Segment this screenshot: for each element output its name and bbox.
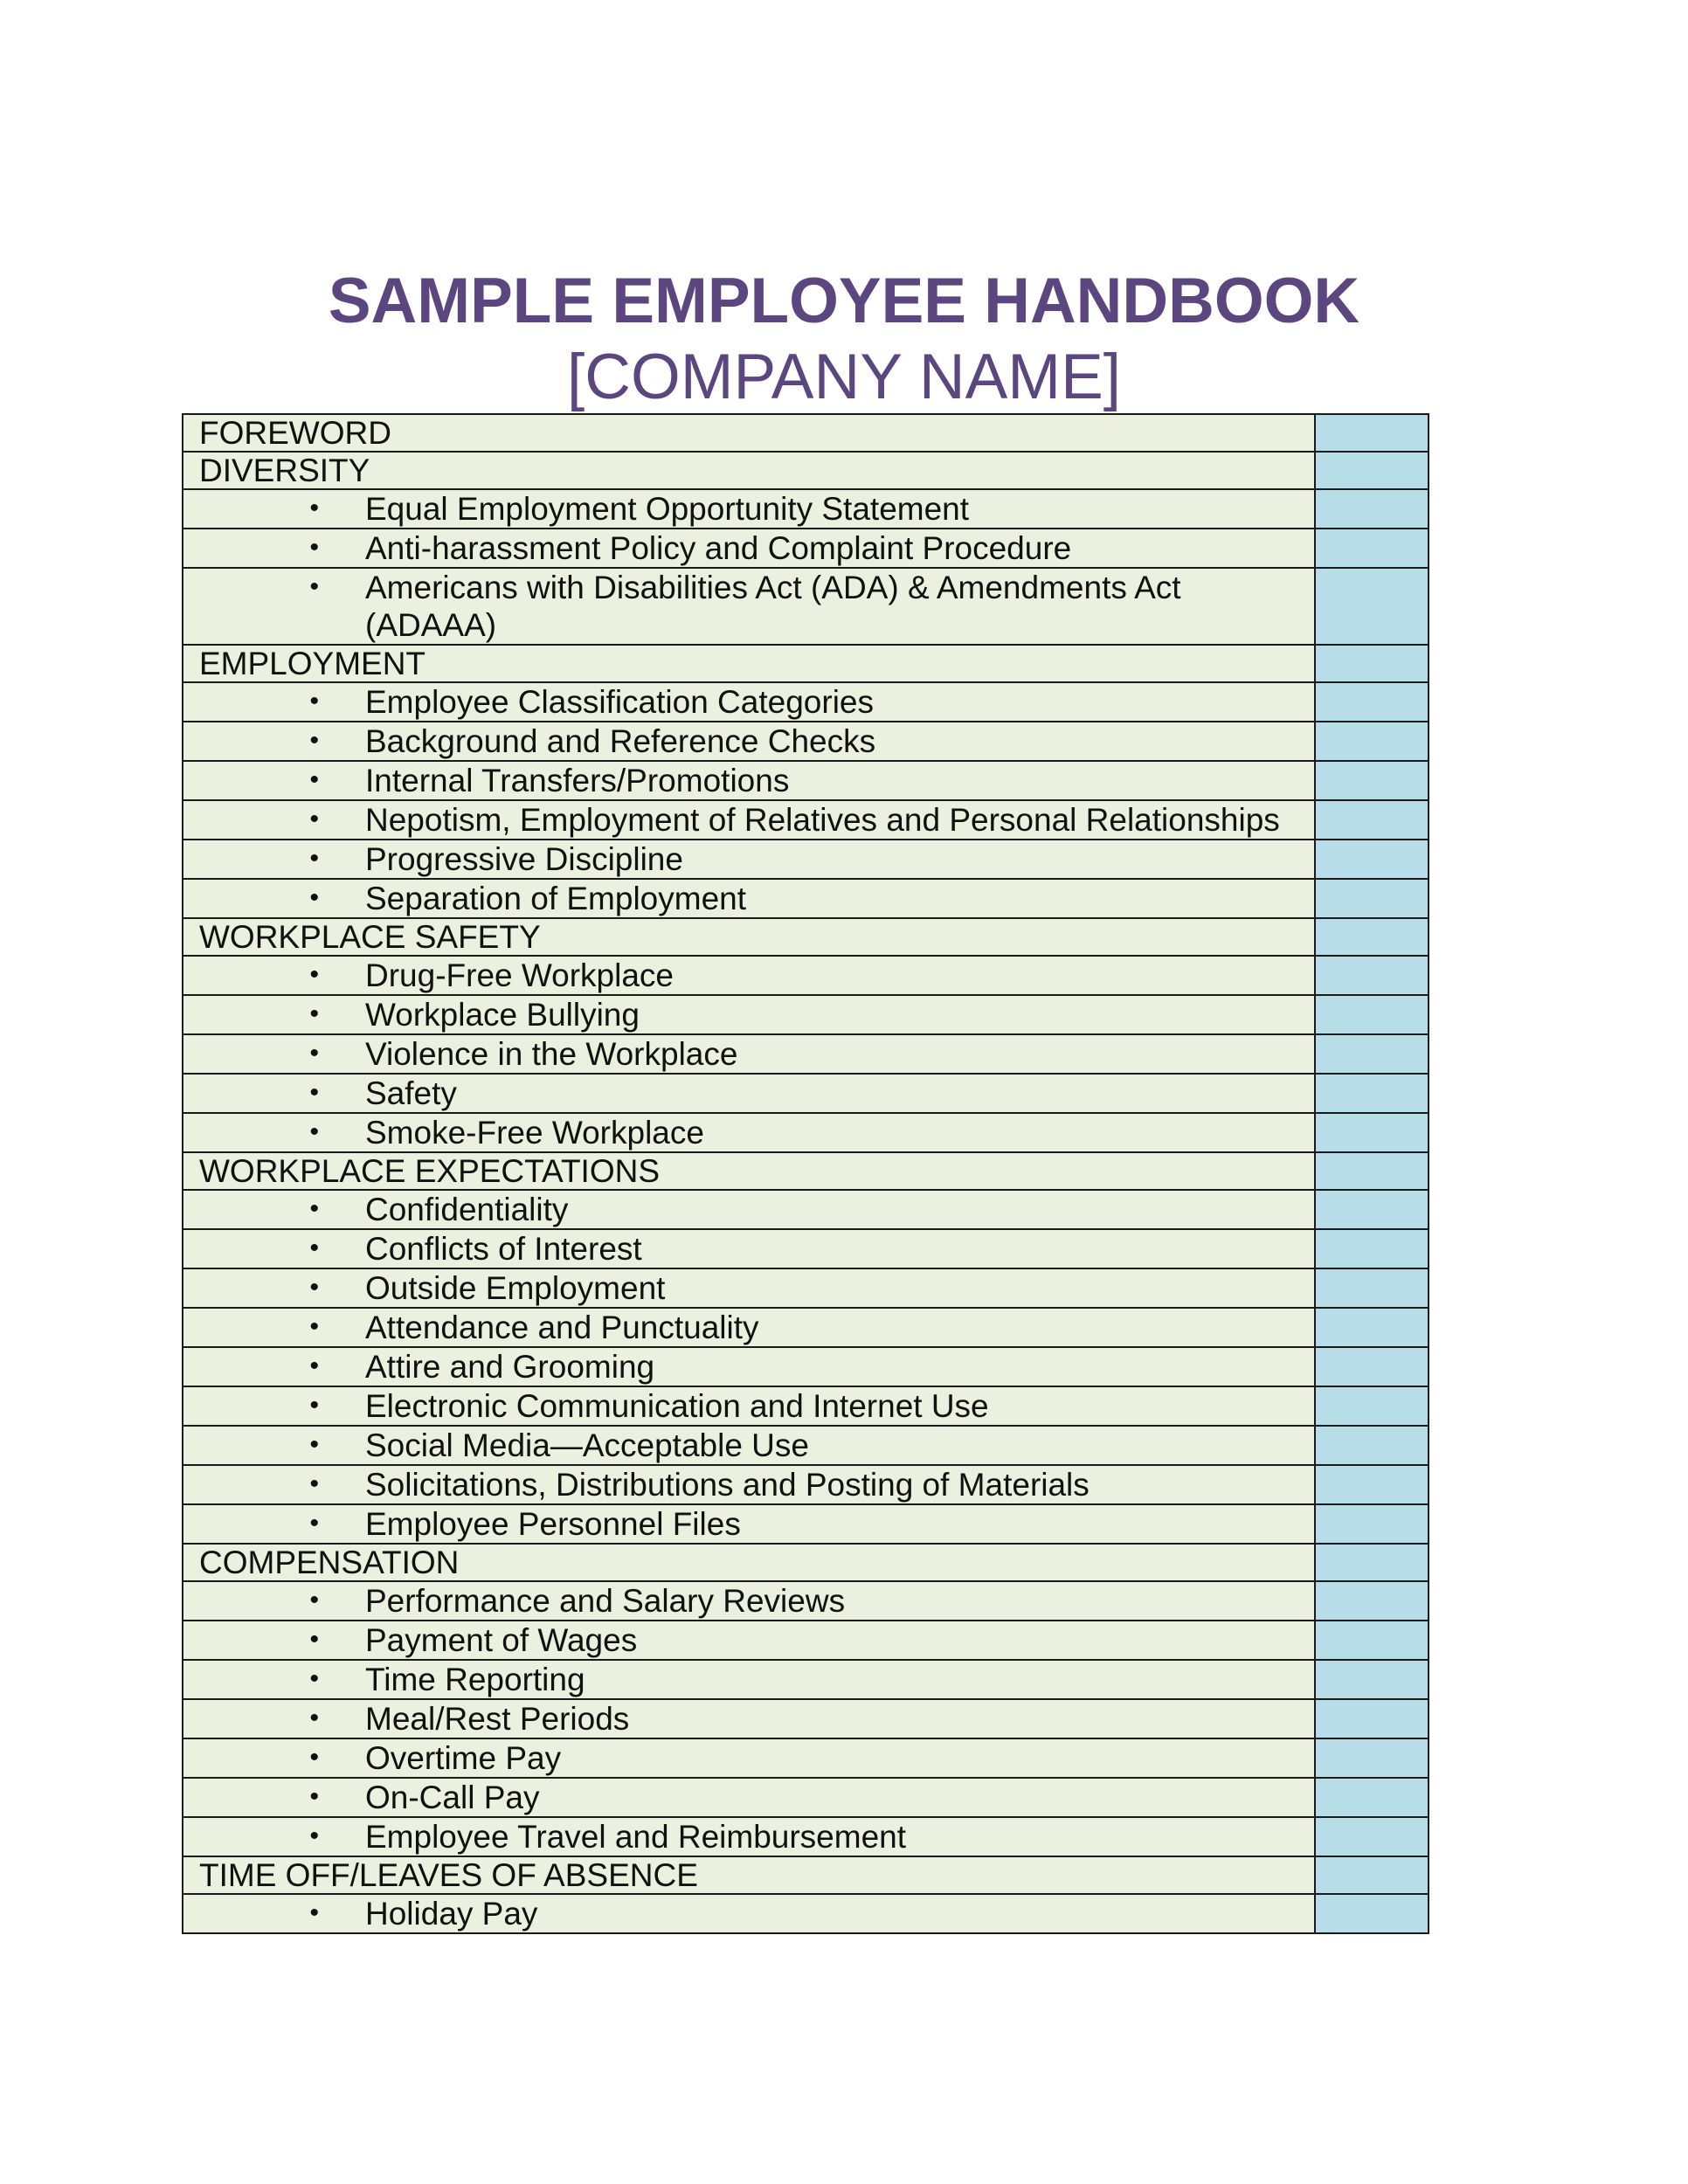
toc-entry-cell [183,956,1315,995]
toc-page-number-cell [1315,1074,1429,1113]
toc-page-number-cell [1315,529,1429,568]
document-title: SAMPLE EMPLOYEE HANDBOOK [328,266,1360,336]
toc-item-row [183,682,1429,722]
bullet-icon: • [309,1312,319,1341]
bullet-icon: • [309,572,319,601]
toc-page-number-cell [1315,1308,1429,1347]
toc-page-number-cell [1315,1660,1429,1699]
bullet-icon: • [309,960,319,989]
toc-item-row [183,1778,1429,1817]
toc-page-number-cell [1315,956,1429,995]
toc-page-number-cell [1315,1426,1429,1465]
toc-item-label: Nepotism, Employment of Relatives and Personal Relationships [365,802,1280,838]
toc-entry-cell [183,452,1315,489]
bullet-icon: • [309,1039,319,1068]
toc-item [183,1427,1314,1464]
toc-entry-cell [183,1504,1315,1544]
toc-entry-cell [183,1152,1315,1190]
toc-item-label: Equal Employment Opportunity Statement [365,491,970,527]
toc-entry-cell [183,722,1315,761]
toc-entry-cell [183,1034,1315,1074]
toc-entry-cell [183,1268,1315,1308]
bullet-icon: • [309,1273,319,1302]
toc-item-row [183,722,1429,761]
toc-item-label: Holiday Pay [365,1896,538,1932]
toc-item-row [183,761,1429,800]
toc-item-label: Workplace Bullying [365,997,640,1033]
toc-item [183,1466,1314,1503]
toc-entry-cell [183,918,1315,956]
toc-entry-cell [183,682,1315,722]
toc-item-label: Separation of Employment [365,881,747,916]
toc-section-label: EMPLOYMENT [199,646,426,681]
bullet-icon: • [309,999,319,1028]
toc-item [183,1269,1314,1307]
toc-entry-cell [183,1465,1315,1504]
toc-item [183,529,1314,567]
toc-entry-cell [183,1308,1315,1347]
toc-item-label: Progressive Discipline [365,841,683,877]
toc-entry-cell [183,1347,1315,1386]
toc-section-row [183,918,1429,956]
toc-page-number-cell [1315,1856,1429,1894]
toc-item-label: Employee Personnel Files [365,1506,741,1542]
toc-item [183,880,1314,917]
bullet-icon: • [309,1743,319,1772]
toc-page-number-cell [1315,1113,1429,1152]
toc-item-row [183,1699,1429,1738]
toc-item [183,1818,1314,1856]
toc-item [183,1035,1314,1073]
toc-page-number-cell [1315,1229,1429,1268]
toc-item-label: Attire and Grooming [365,1349,655,1385]
toc-item-label: Background and Reference Checks [365,723,876,759]
toc-item-row [183,1581,1429,1621]
toc-entry-cell [183,761,1315,800]
toc-item [183,1895,1314,1932]
toc-entry-cell [183,1426,1315,1465]
toc-item-row [183,995,1429,1034]
toc-page-number-cell [1315,918,1429,956]
bullet-icon: • [309,726,319,755]
bullet-icon: • [309,1898,319,1927]
bullet-icon: • [309,1664,319,1693]
toc-entry-cell [183,568,1315,645]
toc-page-number-cell [1315,1034,1429,1074]
toc-item-label: Overtime Pay [365,1740,562,1776]
toc-item-label: Solicitations, Distributions and Posting of Materials [365,1467,1090,1503]
toc-entry-cell [183,800,1315,840]
toc-item-row [183,489,1429,529]
toc-entry-cell [183,1074,1315,1113]
bullet-icon: • [309,765,319,794]
toc-item-label: Violence in the Workplace [365,1036,738,1072]
bullet-icon: • [309,1704,319,1732]
toc-section-label: DIVERSITY [199,453,370,488]
toc-item-row [183,1621,1429,1660]
toc-section-label: FOREWORD [199,415,391,451]
toc-item [183,1779,1314,1816]
toc-item-row [183,568,1429,645]
bullet-icon: • [309,1351,319,1380]
toc-item-label: On-Call Pay [365,1780,540,1815]
toc-entry-cell [183,879,1315,918]
toc-item [183,1230,1314,1268]
toc-section-row [183,1544,1429,1581]
toc-item-label: Meal/Rest Periods [365,1701,630,1737]
toc-page-number-cell [1315,489,1429,529]
toc-item-label: Drug-Free Workplace [365,957,674,993]
toc-item [183,1661,1314,1698]
toc-item-row [183,1386,1429,1426]
toc-entry-cell [183,1699,1315,1738]
toc-item-row [183,1894,1429,1933]
bullet-icon: • [309,1469,319,1498]
toc-item [183,683,1314,721]
toc-entry-cell [183,645,1315,682]
toc-item [183,801,1314,839]
toc-page-number-cell [1315,1699,1429,1738]
toc-page-number-cell [1315,645,1429,682]
toc-page-number-cell [1315,995,1429,1034]
toc-item [183,762,1314,799]
table-of-contents [182,413,1429,1934]
toc-section-row [183,1152,1429,1190]
bullet-icon: • [309,805,319,833]
toc-page-number-cell [1315,1738,1429,1778]
toc-item [183,569,1314,644]
toc-item-label: Smoke-Free Workplace [365,1115,704,1151]
toc-page-number-cell [1315,568,1429,645]
toc-body [183,414,1429,1933]
bullet-icon: • [309,1625,319,1654]
bullet-icon: • [309,1821,319,1850]
toc-page-number-cell [1315,879,1429,918]
bullet-icon: • [309,1782,319,1811]
toc-item-row [183,1034,1429,1074]
toc-entry-cell [183,1778,1315,1817]
toc-page-number-cell [1315,452,1429,489]
toc-page-number-cell [1315,761,1429,800]
toc-item-row [183,1074,1429,1113]
toc-item-row [183,1817,1429,1856]
toc-item [183,996,1314,1033]
toc-item [183,1114,1314,1151]
toc-item-label: Time Reporting [365,1662,585,1697]
toc-page-number-cell [1315,1190,1429,1229]
toc-entry-cell [183,1581,1315,1621]
toc-section-row [183,1856,1429,1894]
toc-entry-cell [183,529,1315,568]
toc-item-label: Americans with Disabilities Act (ADA) & Amendments Act (ADAAA) [365,570,1181,643]
company-name-placeholder: [COMPANY NAME] [566,342,1122,412]
toc-item [183,1739,1314,1777]
bullet-icon: • [309,1586,319,1614]
toc-item-label: Confidentiality [365,1192,569,1227]
toc-item [183,840,1314,878]
toc-page-number-cell [1315,1544,1429,1581]
toc-item [183,1700,1314,1738]
bullet-icon: • [309,1509,319,1538]
toc-page-number-cell [1315,1817,1429,1856]
toc-item [183,1191,1314,1228]
toc-page-number-cell [1315,1268,1429,1308]
toc-item [183,722,1314,760]
toc-page-number-cell [1315,840,1429,879]
toc-section-label: TIME OFF/LEAVES OF ABSENCE [199,1857,698,1893]
toc-item-label: Performance and Salary Reviews [365,1583,846,1619]
toc-section-label: WORKPLACE EXPECTATIONS [199,1153,660,1189]
toc-section-row [183,645,1429,682]
toc-item-label: Safety [365,1075,457,1111]
toc-page-number-cell [1315,800,1429,840]
toc-item-row [183,1660,1429,1699]
toc-item-label: Social Media—Acceptable Use [365,1427,809,1463]
bullet-icon: • [309,1078,319,1107]
toc-page-number-cell [1315,414,1429,452]
toc-item-row [183,1268,1429,1308]
toc-item-row [183,1190,1429,1229]
toc-entry-cell [183,1856,1315,1894]
toc-page-number-cell [1315,1386,1429,1426]
toc-item-label: Attendance and Punctuality [365,1310,759,1345]
toc-item-row [183,1113,1429,1152]
toc-item-row [183,1426,1429,1465]
toc-page-number-cell [1315,722,1429,761]
toc-page-number-cell [1315,1465,1429,1504]
bullet-icon: • [309,533,319,562]
toc-item-label: Payment of Wages [365,1622,638,1658]
toc-page-number-cell [1315,1621,1429,1660]
toc-item-label: Employee Classification Categories [365,684,874,720]
toc-entry-cell [183,414,1315,452]
toc-page-number-cell [1315,1778,1429,1817]
toc-item [183,490,1314,528]
toc-entry-cell [183,1229,1315,1268]
toc-entry-cell [183,1544,1315,1581]
toc-item-label: Electronic Communication and Internet Use [365,1388,989,1424]
toc-item [183,1621,1314,1659]
toc-item [183,1309,1314,1346]
toc-item-label: Conflicts of Interest [365,1231,642,1267]
toc-entry-cell [183,1190,1315,1229]
toc-page-number-cell [1315,1894,1429,1933]
toc-item-label: Outside Employment [365,1270,666,1306]
toc-item-label: Employee Travel and Reimbursement [365,1819,907,1855]
toc-item [183,957,1314,994]
toc-entry-cell [183,1113,1315,1152]
toc-entry-cell [183,840,1315,879]
toc-entry-cell [183,1817,1315,1856]
toc-section-label: COMPENSATION [199,1545,460,1580]
toc-entry-cell [183,995,1315,1034]
toc-page-number-cell [1315,682,1429,722]
toc-item-row [183,1308,1429,1347]
toc-section-row [183,452,1429,489]
bullet-icon: • [309,883,319,912]
toc-item [183,1387,1314,1425]
toc-item-row [183,1504,1429,1544]
toc-item [183,1075,1314,1112]
bullet-icon: • [309,494,319,522]
toc-item-row [183,956,1429,995]
toc-item-row [183,1229,1429,1268]
toc-entry-cell [183,1621,1315,1660]
toc-section-row [183,414,1429,452]
bullet-icon: • [309,1391,319,1420]
toc-item [183,1582,1314,1620]
toc-entry-cell [183,489,1315,529]
toc-entry-cell [183,1386,1315,1426]
toc-item-row [183,840,1429,879]
toc-item-label: Internal Transfers/Promotions [365,763,790,798]
toc-item-row [183,1347,1429,1386]
toc-entry-cell [183,1660,1315,1699]
bullet-icon: • [309,1117,319,1146]
toc-item-label: Anti-harassment Policy and Complaint Procedure [365,530,1072,566]
toc-section-label: WORKPLACE SAFETY [199,919,541,955]
toc-item-row [183,1465,1429,1504]
bullet-icon: • [309,1430,319,1459]
toc-entry-cell [183,1894,1315,1933]
toc-page-number-cell [1315,1347,1429,1386]
bullet-icon: • [309,1194,319,1223]
toc-item-row [183,1738,1429,1778]
toc-item-row [183,800,1429,840]
toc-page-number-cell [1315,1152,1429,1190]
toc-page-number-cell [1315,1581,1429,1621]
bullet-icon: • [309,1234,319,1262]
toc-item [183,1505,1314,1543]
bullet-icon: • [309,687,319,715]
toc-item-row [183,529,1429,568]
toc-entry-cell [183,1738,1315,1778]
toc-item-row [183,879,1429,918]
toc-page-number-cell [1315,1504,1429,1544]
toc-item [183,1348,1314,1386]
bullet-icon: • [309,844,319,873]
